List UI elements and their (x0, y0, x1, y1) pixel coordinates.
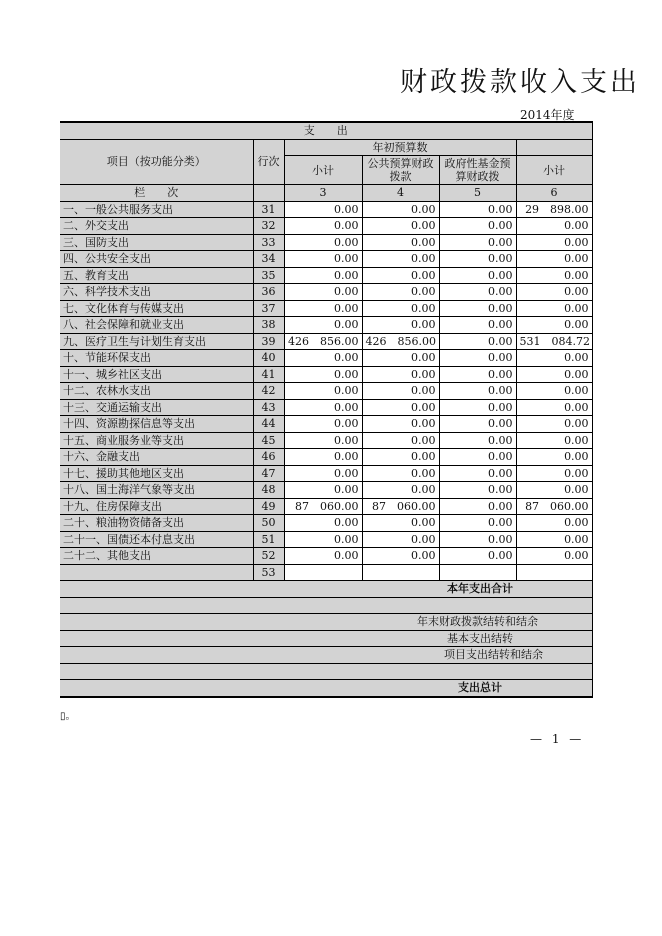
annual-budget-header: 年初预算数 (284, 139, 516, 156)
row-col3: 0.00 (284, 201, 362, 218)
row-col4: 426 856.00 (362, 333, 439, 350)
row-col6: 0.00 (516, 548, 592, 565)
row-col3: 0.00 (284, 465, 362, 482)
row-name: 一、一般公共服务支出 (60, 201, 253, 218)
row-name: 二、外交支出 (60, 218, 253, 235)
row-col4: 0.00 (362, 531, 439, 548)
table-row (60, 333, 592, 350)
row-col6: 0.00 (516, 300, 592, 317)
table-row (60, 251, 592, 268)
row-name: 三、国防支出 (60, 234, 253, 251)
row-col3: 0.00 (284, 482, 362, 499)
row-col5: 0.00 (439, 498, 516, 515)
row-col4: 0.00 (362, 201, 439, 218)
row-col6: 0.00 (516, 267, 592, 284)
table-row (60, 383, 592, 400)
table-row (60, 449, 592, 466)
row-col5: 0.00 (439, 416, 516, 433)
table-row (60, 416, 592, 433)
row-col5: 0.00 (439, 267, 516, 284)
row-col5: 0.00 (439, 482, 516, 499)
row-line-no: 39 (253, 333, 284, 350)
row-line-no: 50 (253, 515, 284, 532)
row-col4: 0.00 (362, 251, 439, 268)
row-line-no: 52 (253, 548, 284, 565)
table-row (60, 350, 592, 367)
row-name: 二十二、其他支出 (60, 548, 253, 565)
row-col5: 0.00 (439, 432, 516, 449)
table-row (60, 564, 592, 581)
row-name: 十七、援助其他地区支出 (60, 465, 253, 482)
row-line-no: 41 (253, 366, 284, 383)
row-col4: 0.00 (362, 548, 439, 565)
row-col4: 0.00 (362, 449, 439, 466)
subtotal-header: 小计 (284, 156, 362, 185)
report-year: 2014年度 (520, 108, 575, 122)
row-col3 (284, 564, 362, 581)
row-col5: 0.00 (439, 350, 516, 367)
table-row (60, 399, 592, 416)
row-col6: 0.00 (516, 515, 592, 532)
row-name: 四、公共安全支出 (60, 251, 253, 268)
blank-header (516, 139, 592, 156)
row-col5: 0.00 (439, 366, 516, 383)
row-col4: 0.00 (362, 317, 439, 334)
row-name: 二十、粮油物资储备支出 (60, 515, 253, 532)
row-col6: 0.00 (516, 465, 592, 482)
row-line-no: 34 (253, 251, 284, 268)
row-col3: 0.00 (284, 317, 362, 334)
row-name (60, 564, 253, 581)
row-col5 (439, 564, 516, 581)
row-col6: 0.00 (516, 350, 592, 367)
corner-mark: ▯。 (60, 711, 76, 722)
row-col5: 0.00 (439, 548, 516, 565)
row-name: 八、社会保障和就业支出 (60, 317, 253, 334)
row-col3: 0.00 (284, 267, 362, 284)
table-row (60, 201, 592, 218)
row-col6: 0.00 (516, 234, 592, 251)
row-col3: 87 060.00 (284, 498, 362, 515)
row-name: 十四、资源勘探信息等支出 (60, 416, 253, 433)
row-name: 十三、交通运输支出 (60, 399, 253, 416)
row-col4: 0.00 (362, 432, 439, 449)
row-col5: 0.00 (439, 218, 516, 235)
table-row (60, 300, 592, 317)
total-this-year: 本年支出合计 (60, 581, 592, 598)
row-col3: 0.00 (284, 416, 362, 433)
row-col5: 0.00 (439, 531, 516, 548)
row-name: 五、教育支出 (60, 267, 253, 284)
table-row (60, 531, 592, 548)
basic-carryover: 基本支出结转 (60, 630, 592, 647)
row-line-no: 32 (253, 218, 284, 235)
row-col3: 0.00 (284, 383, 362, 400)
row-line-no: 47 (253, 465, 284, 482)
row-col3: 426 856.00 (284, 333, 362, 350)
row-line-no: 51 (253, 531, 284, 548)
row-col3: 0.00 (284, 432, 362, 449)
row-line-no: 37 (253, 300, 284, 317)
row-line-no: 44 (253, 416, 284, 433)
row-col5: 0.00 (439, 317, 516, 334)
row-line-no: 49 (253, 498, 284, 515)
row-line-no: 42 (253, 383, 284, 400)
row-col3: 0.00 (284, 515, 362, 532)
row-col5: 0.00 (439, 284, 516, 301)
column-label: 栏 次 (60, 185, 253, 202)
row-col6: 0.00 (516, 251, 592, 268)
expense-header: 支 出 (60, 122, 592, 139)
table-row (60, 317, 592, 334)
row-col4: 0.00 (362, 284, 439, 301)
row-col3: 0.00 (284, 251, 362, 268)
row-col3: 0.00 (284, 284, 362, 301)
row-col6: 0.00 (516, 449, 592, 466)
row-col5: 0.00 (439, 399, 516, 416)
row-col4: 0.00 (362, 350, 439, 367)
row-col6 (516, 564, 592, 581)
report-table-container (60, 121, 592, 698)
page-number: — 1 — (530, 732, 585, 746)
row-col4: 0.00 (362, 267, 439, 284)
gov-fund-header: 政府性基金预算财政拨 (439, 156, 516, 185)
column-label-line (253, 185, 284, 202)
table-row (60, 432, 592, 449)
row-col5: 0.00 (439, 201, 516, 218)
row-col4: 0.00 (362, 218, 439, 235)
year-end-balance: 年末财政拨款结转和结余 (60, 614, 592, 631)
row-col4: 0.00 (362, 482, 439, 499)
row-col5: 0.00 (439, 515, 516, 532)
row-name: 二十一、国债还本付息支出 (60, 531, 253, 548)
row-name: 十、节能环保支出 (60, 350, 253, 367)
row-col5: 0.00 (439, 251, 516, 268)
row-col4: 0.00 (362, 399, 439, 416)
line-no-header: 行次 (253, 139, 284, 185)
table-row (60, 548, 592, 565)
row-line-no: 31 (253, 201, 284, 218)
row-line-no: 36 (253, 284, 284, 301)
report-table (60, 121, 593, 698)
row-name: 十二、农林水支出 (60, 383, 253, 400)
row-col6: 0.00 (516, 531, 592, 548)
row-line-no: 53 (253, 564, 284, 581)
row-col4: 0.00 (362, 366, 439, 383)
row-name: 九、医疗卫生与计划生育支出 (60, 333, 253, 350)
table-row (60, 218, 592, 235)
row-col6: 0.00 (516, 284, 592, 301)
row-line-no: 35 (253, 267, 284, 284)
row-col6: 87 060.00 (516, 498, 592, 515)
report-title: 财政拨款收入支出 (400, 67, 640, 98)
row-col6: 0.00 (516, 383, 592, 400)
row-line-no: 43 (253, 399, 284, 416)
row-name: 七、文化体育与传媒支出 (60, 300, 253, 317)
row-col6: 0.00 (516, 416, 592, 433)
row-col3: 0.00 (284, 366, 362, 383)
item-header: 项目（按功能分类） (60, 139, 253, 185)
row-col6: 0.00 (516, 399, 592, 416)
row-col5: 0.00 (439, 234, 516, 251)
row-line-no: 33 (253, 234, 284, 251)
row-col6: 0.00 (516, 482, 592, 499)
row-col4 (362, 564, 439, 581)
table-row (60, 498, 592, 515)
table-body (60, 201, 592, 581)
row-col3: 0.00 (284, 399, 362, 416)
col-4-label: 4 (362, 185, 439, 202)
row-col4: 0.00 (362, 234, 439, 251)
row-line-no: 48 (253, 482, 284, 499)
table-row (60, 267, 592, 284)
col-5-label: 5 (439, 185, 516, 202)
row-name: 六、科学技术支出 (60, 284, 253, 301)
col-3-label: 3 (284, 185, 362, 202)
row-col5: 0.00 (439, 333, 516, 350)
row-col4: 0.00 (362, 515, 439, 532)
row-col4: 0.00 (362, 383, 439, 400)
row-line-no: 45 (253, 432, 284, 449)
blank-row-2 (60, 663, 592, 680)
row-col5: 0.00 (439, 465, 516, 482)
row-col4: 0.00 (362, 416, 439, 433)
row-line-no: 38 (253, 317, 284, 334)
table-row (60, 465, 592, 482)
row-col3: 0.00 (284, 300, 362, 317)
row-col3: 0.00 (284, 531, 362, 548)
row-col3: 0.00 (284, 234, 362, 251)
row-col3: 0.00 (284, 218, 362, 235)
table-row (60, 284, 592, 301)
row-col6: 0.00 (516, 366, 592, 383)
row-name: 十一、城乡社区支出 (60, 366, 253, 383)
row-name: 十六、金融支出 (60, 449, 253, 466)
table-row (60, 515, 592, 532)
row-name: 十五、商业服务业等支出 (60, 432, 253, 449)
table-row (60, 366, 592, 383)
row-col6: 0.00 (516, 218, 592, 235)
table-row (60, 482, 592, 499)
row-col3: 0.00 (284, 548, 362, 565)
row-col6: 0.00 (516, 317, 592, 334)
row-col4: 0.00 (362, 300, 439, 317)
row-col6: 29 898.00 (516, 201, 592, 218)
row-col6: 0.00 (516, 432, 592, 449)
blank-row (60, 597, 592, 614)
row-line-no: 40 (253, 350, 284, 367)
grand-total: 支出总计 (60, 680, 592, 697)
row-line-no: 46 (253, 449, 284, 466)
row-col5: 0.00 (439, 449, 516, 466)
row-name: 十九、住房保障支出 (60, 498, 253, 515)
col-6-label: 6 (516, 185, 592, 202)
row-col5: 0.00 (439, 300, 516, 317)
row-col4: 87 060.00 (362, 498, 439, 515)
row-col6: 531 084.72 (516, 333, 592, 350)
row-name: 十八、国土海洋气象等支出 (60, 482, 253, 499)
row-col5: 0.00 (439, 383, 516, 400)
public-budget-header: 公共预算财政拨款 (362, 156, 439, 185)
row-col3: 0.00 (284, 350, 362, 367)
subtotal2-header: 小计 (516, 156, 592, 185)
row-col4: 0.00 (362, 465, 439, 482)
row-col3: 0.00 (284, 449, 362, 466)
table-row (60, 234, 592, 251)
project-carryover: 项目支出结转和结余 (60, 647, 592, 664)
